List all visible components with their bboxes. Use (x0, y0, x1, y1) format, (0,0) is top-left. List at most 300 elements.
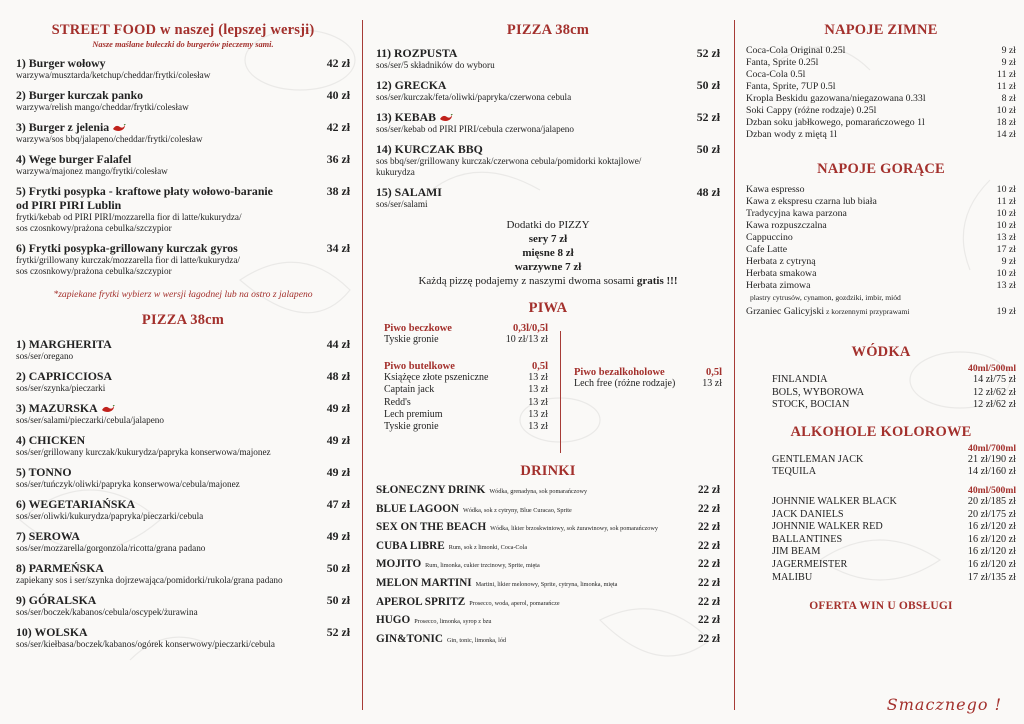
piwo-row (384, 372, 548, 384)
napoje-gorace-list (746, 184, 1016, 292)
piwo-size: 0,5l (705, 367, 722, 378)
menu-item-price: 52 zł (326, 625, 350, 639)
smacznego-signature: Smacznego ! (886, 695, 1002, 714)
menu-item-title: 6) Frytki posypka-grillowany kurczak gyros (16, 241, 238, 255)
drink-row (376, 558, 720, 573)
pizza-title-right: PIZZA 38cm (506, 22, 590, 38)
menu-item-title: 4) CHICKEN (16, 433, 86, 447)
menu-item (16, 369, 350, 394)
kolor-row-name: GENTLEMAN JACK (772, 453, 864, 465)
kolor-row (746, 454, 1016, 467)
piwo-name: Lech free (różne rodzaje) (574, 378, 676, 389)
menu-item-name (16, 369, 350, 383)
gorace-row-name: Herbata smakowa (746, 268, 817, 279)
menu-item (16, 241, 350, 277)
kolor-row-price: 14 zł/160 zł (967, 466, 1016, 478)
piwo-price: 13 zł (528, 372, 548, 383)
dodatek-item (376, 260, 720, 274)
drink-name: SŁONECZNY DRINK (376, 484, 486, 496)
drink-price: 22 zł (697, 558, 720, 571)
chili-icon (439, 114, 453, 122)
menu-item (16, 497, 350, 522)
menu-item (16, 88, 350, 113)
menu-item-desc: frytki/grillowany kurczak/mozzarella fior di latte/kukurydza/ (16, 255, 240, 265)
drink-row (376, 596, 720, 611)
menu-item-desc: sos/ser/salami (376, 199, 428, 209)
kolor-row (746, 546, 1016, 559)
menu-item-price: 52 zł (696, 110, 720, 124)
gorace-row-name: Kawa z ekspresu czarna lub biała (746, 196, 877, 207)
piwo-size: 0,5l (531, 361, 548, 372)
drink-row (376, 614, 720, 629)
kolor-row (746, 559, 1016, 572)
gorace-row-price: 10 zł (996, 220, 1016, 231)
drink-price: 22 zł (697, 576, 720, 589)
menu-item-name (16, 241, 350, 255)
wodka-list (746, 374, 1016, 412)
gorace-row-name: Cappuccino (746, 232, 793, 243)
menu-item (16, 184, 350, 234)
menu-item-name (16, 497, 350, 511)
piwo-title (574, 367, 722, 378)
menu-item-title: 4) Wege burger Falafel (16, 152, 132, 166)
menu-item (16, 593, 350, 618)
pizza-title-left: PIZZA 38cm (141, 312, 225, 328)
zimne-row-name: Soki Cappy (różne rodzaje) 0.25l (746, 105, 877, 116)
piwo-row (384, 421, 548, 433)
kolor-row-name: JAGERMEISTER (772, 558, 848, 570)
menu-item-desc: sos/ser/grillowany kurczak/kukurydza/papryka konserwowa/majonez (16, 447, 271, 457)
drink-price: 22 zł (697, 521, 720, 534)
menu-item-desc: sos/ser/tuńczyk/oliwki/papryka konserwowa/cebula/majonez (16, 479, 240, 489)
menu-item-price: 50 zł (326, 561, 350, 575)
kolor-row-price: 16 zł/120 zł (967, 558, 1016, 570)
gorace-row-name: Kawa espresso (746, 184, 805, 195)
drink-name: SEX ON THE BEACH (376, 521, 487, 534)
menu-item-name (16, 120, 350, 134)
zimne-row-price: 11 zł (997, 81, 1016, 92)
menu-item-title: 3) Burger z jelenia (16, 120, 110, 134)
piwo-name: Lech premium (384, 408, 443, 420)
menu-item-title: 10) WOLSKA (16, 625, 88, 639)
kolor-row-price: 21 zł/190 zł (967, 453, 1016, 465)
menu-item-title: 5) TONNO (16, 465, 72, 479)
menu-item-desc: zapiekany sos i ser/szynka dojrzewająca/pomidorki/rukola/grana padano (16, 575, 283, 585)
chili-icon (112, 124, 126, 132)
zimne-row-price: 8 zł (1001, 93, 1016, 104)
drink-desc: Martini, likier melonowy, Sprite, cytryna, limonka, mięta (475, 580, 618, 588)
kolor-row-name: JOHNNIE WALKER BLACK (772, 495, 897, 507)
zimne-row-price: 9 zł (1001, 57, 1016, 68)
menu-item-desc: sos/ser/mozzarella/gorgonzola/ricotta/grana padano (16, 543, 206, 553)
kolor-row-price: 17 zł/135 zł (967, 571, 1016, 583)
zimne-row (746, 105, 1016, 117)
gorace-row-price: 10 zł (996, 268, 1016, 279)
menu-item (16, 120, 350, 145)
drink-price: 22 zł (697, 502, 720, 515)
zimne-row-price: 11 zł (997, 69, 1016, 80)
street-food-note: Nasze maślane bułeczki do burgerów pieczemy sami. (92, 40, 274, 49)
menu-item-title: 14) KURCZAK BBQ (376, 142, 483, 156)
wodka-row-name: BOLS, WYBOROWA (772, 386, 865, 398)
piwo-row (384, 384, 548, 396)
zimne-row (746, 69, 1016, 81)
zimne-row-name: Dzban wody z miętą 1l (746, 129, 837, 140)
piwo-price: 13 zł (702, 378, 722, 389)
dodatek-text: warzywne 7 zł (514, 261, 582, 273)
kolor-size-500: 40ml/500ml (968, 484, 1016, 496)
menu-item-price: 49 zł (326, 465, 350, 479)
drink-price: 22 zł (697, 539, 720, 552)
menu-item-price: 34 zł (326, 241, 350, 255)
menu-item-desc: sos/ser/kebab od PIRI PIRI/cebula czerwona/jalapeno (376, 124, 574, 134)
menu-item-title: 12) GRECKA (376, 78, 447, 92)
kolor-row-price: 20 zł/175 zł (967, 508, 1016, 520)
gorace-row (746, 184, 1016, 196)
zimne-row (746, 93, 1016, 105)
menu-item (16, 56, 350, 81)
piwo-title (384, 361, 548, 372)
zimne-row-price: 14 zł (996, 129, 1016, 140)
menu-item-price: 49 zł (326, 529, 350, 543)
drink-desc: Wódka, grenadyna, sok pomarańczowy (489, 488, 588, 495)
menu-item-title: 1) MARGHERITA (16, 337, 112, 351)
menu-item-name (16, 184, 350, 198)
menu-item-price: 42 zł (326, 120, 350, 134)
menu-item-name (16, 529, 350, 543)
menu-item (376, 110, 720, 135)
menu-item-desc: warzywa/musztarda/ketchup/cheddar/frytki/colesław (16, 70, 211, 80)
pizza-list-right (376, 46, 720, 210)
menu-item-title: 7) SEROWA (16, 529, 80, 543)
drink-price: 22 zł (697, 632, 720, 645)
menu-item-price: 47 zł (326, 497, 350, 511)
dodatek-item (376, 246, 720, 260)
drink-name: APEROL SPRITZ (376, 595, 466, 608)
chili-icon (101, 405, 115, 413)
wodka-row-price: 14 zł/75 zł (972, 374, 1016, 385)
drink-desc: Gin, tonic, limonka, lód (446, 636, 507, 644)
wodka-row-name: FINLANDIA (772, 374, 828, 385)
dodatki-note: Każdą pizzę podajemy z naszymi dwoma sosami gratis !!! (418, 275, 678, 287)
piwo-row (574, 378, 722, 390)
kolor-row-price: 16 zł/120 zł (967, 533, 1016, 545)
gorace-row (746, 244, 1016, 256)
menu-item-name (16, 56, 350, 70)
menu-item-desc: sos/ser/kurczak/feta/oliwki/papryka/czerwona cebula (376, 92, 572, 102)
kolor-row-name: JACK DANIELS (772, 508, 844, 520)
zimne-row-price: 9 zł (1001, 45, 1016, 56)
drink-desc: Rum, sok z limonki, Coca-Cola (448, 543, 528, 551)
zimne-row-name: Coca-Cola Original 0.25l (746, 45, 846, 56)
drink-row (376, 577, 720, 592)
piwo-price: 10 zł/13 zł (505, 334, 548, 345)
menu-item-price: 52 zł (696, 46, 720, 60)
drink-row (376, 540, 720, 555)
menu-item-price: 49 zł (326, 401, 350, 415)
menu-item-desc: warzywa/majonez mango/frytki/colesław (16, 166, 168, 176)
menu-item-name (16, 561, 350, 575)
menu-item-name (16, 152, 350, 166)
menu-item-desc: sos bbq/ser/grillowany kurczak/czerwona cebula/pomidorki koktajlowe/ (376, 156, 642, 166)
dodatek-text: mięsne 8 zł (522, 247, 574, 259)
piwo-name: Redd's (384, 396, 411, 408)
zimne-row (746, 57, 1016, 69)
zimne-row-name: Fanta, Sprite, 7UP 0.5l (746, 81, 836, 92)
menu-item-price: 40 zł (326, 88, 350, 102)
menu-item (16, 561, 350, 586)
zimne-row-name: Coca-Cola 0.5l (746, 69, 806, 80)
alkohole-kolorowe-list-500 (746, 496, 1016, 584)
menu-item (16, 401, 350, 426)
dodatki-section (376, 218, 720, 288)
zimne-row-price: 10 zł (996, 105, 1016, 116)
drink-name: GIN&TONIC (376, 632, 443, 645)
menu-item (16, 625, 350, 650)
menu-item-name (16, 337, 350, 351)
menu-item-name (376, 78, 720, 92)
piwo-name: Książęce złote pszeniczne (384, 372, 489, 383)
kolor-row-name: BALLANTINES (772, 533, 843, 545)
menu-item-title: 15) SALAMI (376, 185, 442, 199)
menu-item (16, 529, 350, 554)
menu-item-desc: warzywa/sos bbq/jalapeno/cheddar/frytki/colesław (16, 134, 203, 144)
gorace-row-price: 13 zł (996, 232, 1016, 243)
wodka-row-price: 12 zł/62 zł (972, 386, 1016, 398)
menu-item-price: 48 zł (696, 185, 720, 199)
dodatki-title: Dodatki do PIZZY (506, 219, 590, 231)
menu-item-price: 44 zł (326, 337, 350, 351)
menu-item-title: 6) WEGETARIAŃSKA (16, 497, 136, 511)
menu-item-desc: frytki/kebab od PIRI PIRI/mozzarella fior di latte/kukurydza/ (16, 212, 242, 222)
kolor-row-price: 20 zł/185 zł (967, 495, 1016, 507)
menu-item-title: 2) Burger kurczak panko (16, 88, 144, 102)
oferta-win: OFERTA WIN U OBSŁUGI (809, 600, 953, 613)
menu-item-name (16, 433, 350, 447)
gorace-row-name: Cafe Latte (746, 244, 788, 255)
wodka-row (746, 399, 1016, 412)
gorace-row (746, 220, 1016, 232)
menu-item-price: 50 zł (696, 78, 720, 92)
menu-item-title: 5) Frytki posypka - kraftowe płaty wołowo-baranie (16, 184, 273, 198)
kolor-row (746, 534, 1016, 547)
gorace-row-price: 10 zł (996, 208, 1016, 219)
menu-item (16, 433, 350, 458)
menu-item-title: 11) ROZPUSTA (376, 46, 458, 60)
zimne-row-name: Kropla Beskidu gazowana/niegazowana 0.33l (746, 93, 926, 104)
wodka-row (746, 374, 1016, 387)
drinki-list (376, 484, 720, 647)
piwo-butelkowe-block (384, 361, 548, 433)
drink-name: CUBA LIBRE (376, 539, 445, 552)
menu-item-title: 1) Burger wołowy (16, 56, 106, 70)
gorace-row (746, 280, 1016, 292)
dodatek-text: sery 7 zł (528, 233, 568, 245)
kolor-row-name: TEQUILA (772, 466, 817, 478)
menu-item-price: 49 zł (326, 433, 350, 447)
menu-item (16, 152, 350, 177)
dodatki-list (376, 232, 720, 274)
gorace-row (746, 256, 1016, 268)
menu-item-name (376, 46, 720, 60)
kolor-row-name: MALIBU (772, 571, 813, 583)
menu-item-price: 36 zł (326, 152, 350, 166)
drink-desc: Rum, limonka, cukier trzcinowy, Sprite, mięta (425, 562, 540, 570)
gorace-row-name: Tradycyjna kawa parzona (746, 208, 847, 219)
piwo-name: Tyskie gronie (384, 334, 439, 345)
menu-item-desc: sos/ser/szynka/pieczarki (16, 383, 106, 393)
street-food-title: STREET FOOD w naszej (lepszej wersji) (51, 22, 315, 38)
drink-price: 22 zł (697, 614, 720, 627)
gorace-row (746, 208, 1016, 220)
piwo-row (384, 334, 548, 346)
piwo-size: 0,3l/0,5l (512, 323, 548, 334)
zimne-row-price: 18 zł (996, 117, 1016, 128)
menu-item-name-line2: od PIRI PIRI Lublin (16, 198, 122, 212)
drinki-title: DRINKI (520, 463, 576, 479)
menu-item (376, 78, 720, 103)
menu-item-desc-line2: sos czosnkowy/prażona cebulka/szczypior (16, 223, 172, 233)
piwo-price: 13 zł (528, 384, 548, 396)
column-left (0, 0, 362, 724)
kolor-row (746, 572, 1016, 585)
menu-item-name (376, 142, 720, 156)
menu-item-desc: sos/ser/oregano (16, 351, 74, 361)
herbata-note: plastry cytrusów, cynamon, gozdziki, imbir, miód (750, 293, 901, 302)
wodka-title: WÓDKA (851, 344, 911, 360)
piwa-section (376, 323, 720, 461)
wodka-row-price: 12 zł/62 zł (972, 399, 1016, 411)
drink-row (376, 484, 720, 499)
drink-name: HUGO (376, 614, 411, 627)
menu-item-name (376, 110, 720, 124)
piwo-name: Captain jack (384, 384, 435, 396)
menu-item-desc: warzywa/relish mango/cheddar/frytki/colesław (16, 102, 189, 112)
zimne-row-name: Fanta, Sprite 0.25l (746, 57, 819, 68)
kolor-row (746, 496, 1016, 509)
menu-item (16, 465, 350, 490)
menu-item-price: 50 zł (696, 142, 720, 156)
drink-row (376, 521, 720, 536)
piwo-price: 13 zł (528, 408, 548, 420)
menu-item (376, 185, 720, 210)
menu-item (376, 142, 720, 178)
menu-item-title: 13) KEBAB (376, 110, 436, 124)
piwo-beczkowe-block (384, 323, 548, 346)
menu-item-title: 3) MAZURSKA (16, 401, 98, 415)
zimne-row (746, 81, 1016, 93)
gorace-row (746, 268, 1016, 280)
drink-desc: Wódka, likier brzoskwiniowy, sok żurawinowy, sok pomarańczowy (490, 525, 658, 533)
piwa-title: PIWA (528, 300, 568, 316)
menu-item-name (16, 465, 350, 479)
drink-name: BLUE LAGOON (376, 502, 459, 515)
gorace-row-price: 13 zł (996, 280, 1016, 291)
napoje-zimne-list (746, 45, 1016, 141)
drink-name: MELON MARTINI (376, 576, 472, 589)
gorace-row-price: 9 zł (1001, 256, 1016, 267)
gorace-row-name: Herbata zimowa (746, 280, 811, 291)
kolor-row-name: JOHNNIE WALKER RED (772, 521, 883, 533)
napoje-gorace-title: NAPOJE GORĄCE (817, 161, 945, 177)
kolor-row (746, 509, 1016, 522)
menu-item-desc: sos/ser/5 składników do wyboru (376, 60, 495, 70)
pizza-list-left (16, 337, 350, 650)
wodka-row (746, 387, 1016, 400)
piwo-row (384, 409, 548, 421)
frytki-note: *zapiekane frytki wybierz w wersji łagodnej lub na ostro z jalapeno (53, 289, 313, 300)
alkohole-kolorowe-list-700 (746, 454, 1016, 479)
drink-desc: Prosecco, woda, aperol, pomarańcze (469, 599, 560, 607)
menu-item-desc: sos/ser/oliwki/kukurydza/papryka/pieczarki/cebula (16, 511, 204, 521)
kolor-row (746, 466, 1016, 479)
kolor-row-price: 16 zł/120 zł (967, 546, 1016, 558)
gorace-row-name: Herbata z cytryną (746, 256, 816, 267)
menu-item-name (16, 625, 350, 639)
piwo-name: Tyskie gronie (384, 421, 439, 433)
gorace-row (746, 232, 1016, 244)
gorace-row (746, 196, 1016, 208)
drink-row (376, 633, 720, 648)
menu-item-name (16, 401, 350, 415)
menu-item-name (376, 185, 720, 199)
menu-item (376, 46, 720, 71)
gorace-row-name: Kawa rozpuszczalna (746, 220, 827, 231)
piwo-price: 13 zł (528, 421, 548, 433)
menu-item-price: 42 zł (326, 56, 350, 70)
kolor-size-700: 40ml/700ml (968, 442, 1016, 454)
menu-item-desc: sos/ser/kiełbasa/boczek/kabanos/ogórek konserwowy/pieczarki/cebula (16, 639, 275, 649)
menu-item-title: 8) PARMEŃSKA (16, 561, 104, 575)
drink-desc: Prosecco, limonka, syrop z bzu (414, 618, 492, 626)
menu-item-desc-line2: kukurydza (376, 167, 415, 177)
menu-item-price: 38 zł (326, 184, 350, 198)
column-middle (362, 0, 734, 724)
wodka-row-name: STOCK, BOCIAN (772, 399, 850, 411)
piwo-row (384, 397, 548, 409)
dodatek-item (376, 232, 720, 246)
kolor-row-name: JIM BEAM (772, 546, 821, 558)
gorace-row-price: 11 zł (997, 196, 1016, 207)
alkohole-kolorowe-title: ALKOHOLE KOLOROWE (790, 423, 972, 440)
zimne-row-name: Dzban soku jabłkowego, pomarańczowego 1l (746, 117, 925, 128)
piwa-divider (560, 331, 561, 453)
menu-item (16, 337, 350, 362)
menu-item-name (16, 593, 350, 607)
wodka-size: 40ml/500ml (968, 363, 1016, 374)
menu-item-desc-line2: sos czosnkowy/prażona cebulka/szczypior (16, 266, 172, 276)
menu-item-price: 50 zł (326, 593, 350, 607)
piwo-bezalkoholowe-block (574, 367, 722, 390)
menu-item-desc: sos/ser/boczek/kabanos/cebula/oscypek/żurawina (16, 607, 198, 617)
piwo-title (384, 323, 548, 334)
drink-desc: Wódka, sok z cytryny, Blue Curacao, Sprite (463, 506, 572, 514)
piwo-title-text: Piwo beczkowe (384, 323, 452, 334)
drink-name: MOJITO (376, 558, 422, 571)
piwo-price: 13 zł (528, 396, 548, 408)
drink-row (376, 503, 720, 518)
drink-price: 22 zł (697, 484, 720, 496)
drink-price: 22 zł (697, 595, 720, 608)
zimne-row (746, 45, 1016, 57)
piwo-title-text: Piwo bezalkoholowe (574, 367, 665, 378)
column-right (734, 0, 1024, 724)
piwo-title-text: Piwo butelkowe (384, 361, 455, 372)
street-food-list (16, 56, 350, 277)
menu-item-desc: sos/ser/salami/pieczarki/cebula/jalapeno (16, 415, 164, 425)
menu-item-title: 9) GÓRALSKA (16, 593, 97, 607)
kolor-row-price: 16 zł/120 zł (967, 521, 1016, 533)
